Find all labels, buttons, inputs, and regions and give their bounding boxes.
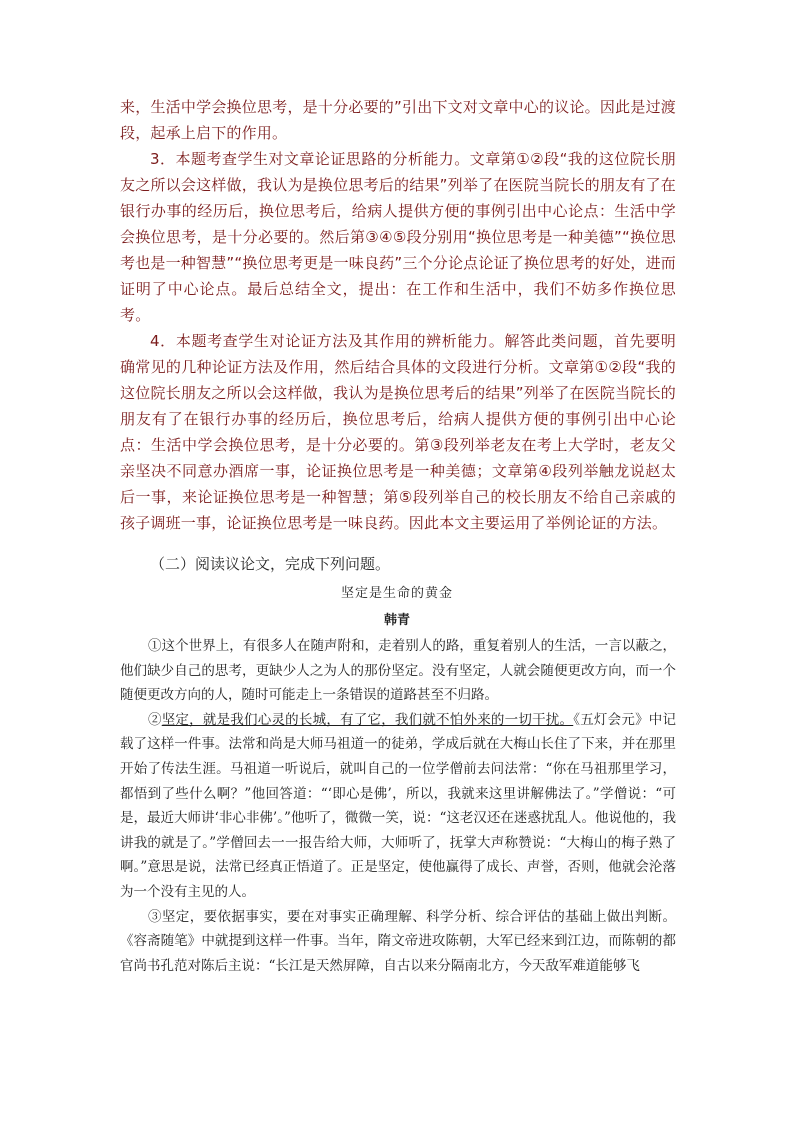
- paragraph-text: 《五灯会元》中记载了这样一件事。法常和尚是大师马祖道一的徒弟，学成后就在大梅山长住了下来，并在那里开始了传法生涯。马祖道一听说后，就叫自己的一位学僧前去问法常：“你在马祖那里学习，都悟到了些什么啊？”他回答道：“‘即心是佛’，所以，我就来这里讲解佛法了。”学僧说：“可是，最近大师讲‘非心非佛’。”他听了，微微一笑，说：“这老汉还在迷惑扰乱人。他说他的，我讲我的就是了。”学僧回去一一报告给大师，大师听了，抚掌大声称赞说：“大梅山的梅子熟了啊。”意思是说，法常已经真正悟道了。正是坚定，使他赢得了成长、声誉，否则，他就会沦落为一个没有主见的人。: [120, 711, 677, 900]
- answer-analysis: [120, 94, 676, 536]
- essay-paragraph-1: ①这个世界上，有很多人在随声附和，走着别人的路，重复着别人的生活，一言以蔽之，他们缺少自己的思考，更缺少人之为人的那份坚定。没有坚定，人就会随便更改方向，而一个随便更改方向的人，随时可能走上一条错误的道路甚至不归路。: [120, 638, 676, 704]
- answer-paragraph-4: 4．本题考查学生对论证方法及其作用的辨析能力。解答此类问题，首先要明确常见的几种论证方法及作用，然后结合具体的文段进行分析。文章第①②段“我的这位院长朋友之所以会这样做，我认为是换位思考后的结果”列举了在医院当院长的朋友有了在银行办事的经历后，换位思考后，给病人提供方便的事例引出中心论点：生活中学会换位思考，是十分必要的。第③段列举老友在考上大学时，老友父亲坚决不同意办酒席一事，论证换位思考是一种美德；文章第④段列举触龙说赵太后一事，来论证换位思考是一种智慧；第⑤段列举自己的校长朋友不给自己亲戚的孩子调班一事，论证换位思考是一味良药。因此本文主要运用了举例论证的方法。: [120, 332, 676, 532]
- underlined-sentence: 坚定，就是我们心灵的长城，有了它，我们就不怕外来的一切干扰。: [161, 711, 574, 728]
- answer-paragraph-3: 3．本题考查学生对文章论证思路的分析能力。文章第①②段“我的这位院长朋友之所以会这样做，我认为是换位思考后的结果”列举了在医院当院长的朋友有了在银行办事的经历后，换位思考后，给病人提供方便的事例引出中心论点：生活中学会换位思考，是十分必要的。然后第③④⑤段分别用“换位思考是一种美德”“换位思考也是一种智慧”“换位思考更是一味良药”三个分论点论证了换位思考的好处，进而证明了中心论点。最后总结全文，提出：在工作和生活中，我们不妨多作换位思考。: [120, 150, 676, 324]
- essay-author: 韩青: [383, 613, 410, 628]
- paragraph-number: ②: [148, 711, 162, 728]
- essay-paragraph-3: ③坚定，要依据事实，要在对事实正确理解、科学分析、综合评估的基础上做出判断。《容斋随笔》中就提到这样一件事。当年，隋文帝进攻陈朝，大军已经来到江边，而陈朝的都官尚书孔范对陈后主说：“长江是天然屏障，自古以来分隔南北方，今天敌军难道能够飞: [120, 908, 676, 974]
- essay-body: [120, 634, 676, 978]
- essay-title: 坚定是生命的黄金: [340, 586, 453, 601]
- section-heading: （二）阅读议论文，完成下列问题。: [150, 555, 391, 573]
- answer-paragraph-continuation: 来，生活中学会换位思考，是十分必要的”引出下文对文章中心的议论。因此是过渡段，起承上启下的作用。: [120, 98, 676, 142]
- essay-paragraph-2: [120, 708, 676, 905]
